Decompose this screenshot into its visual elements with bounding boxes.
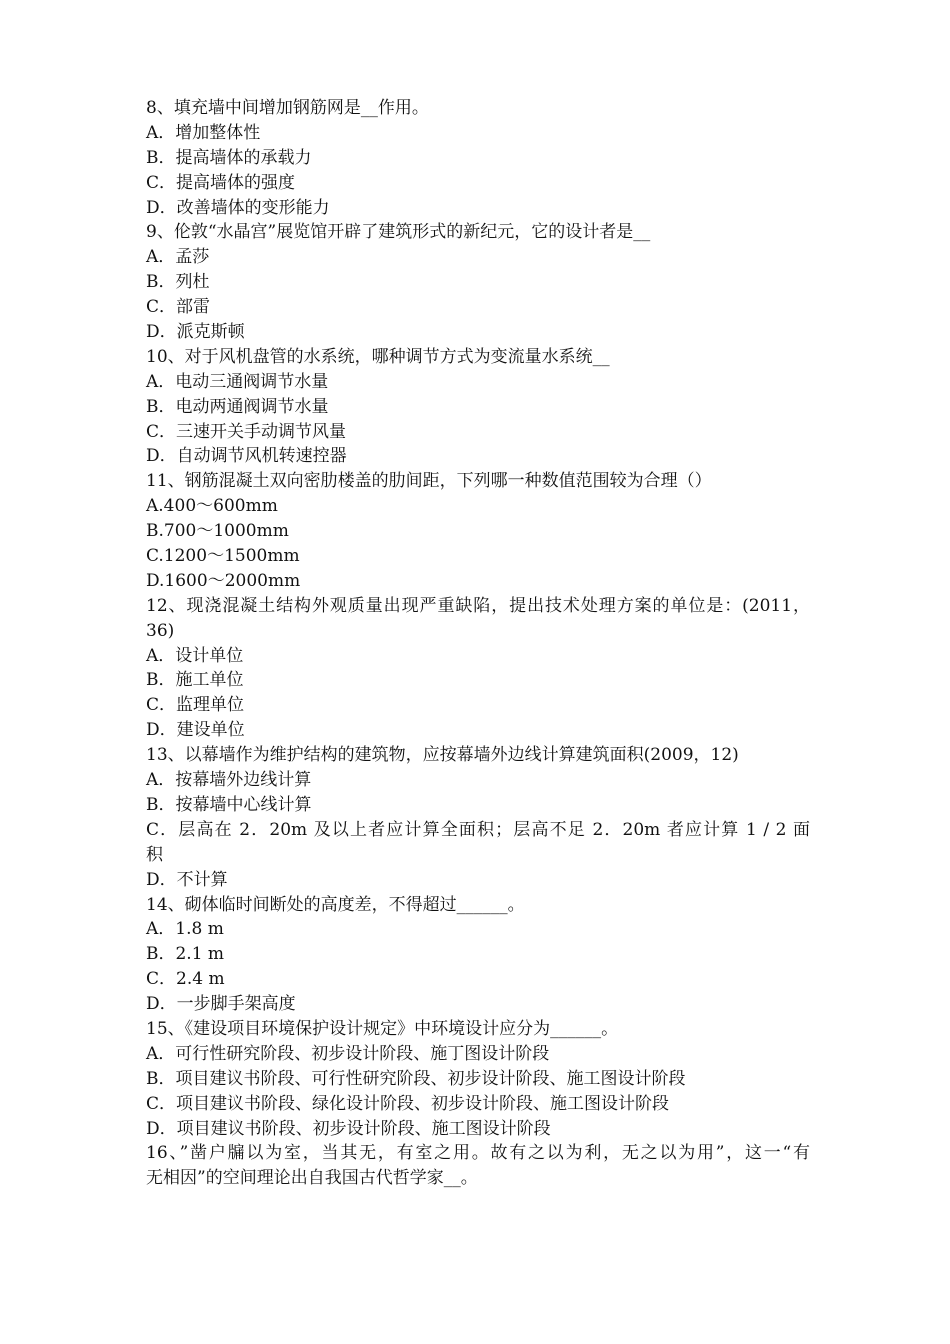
question-line: 11、钢筋混凝土双向密肋楼盖的肋间距，下列哪一种数值范围较为合理（） bbox=[146, 471, 712, 492]
option-line: C.1200～1500mm bbox=[146, 546, 300, 567]
question-line: 16、”凿户牖以为室，当其无，有室之用。故有之以为利，无之以为用”，这一“有 bbox=[146, 1143, 810, 1164]
option-line: C．项目建议书阶段、绿化设计阶段、初步设计阶段、施工图设计阶段 bbox=[146, 1093, 670, 1114]
option-line: B．按幕墙中心线计算 bbox=[146, 794, 312, 815]
option-line: A．孟莎 bbox=[146, 247, 210, 268]
option-line: C．监理单位 bbox=[146, 695, 245, 716]
option-line: B.700～1000mm bbox=[146, 521, 289, 542]
question-line: 15、《建设项目环境保护设计规定》中环境设计应分为______。 bbox=[146, 1018, 619, 1039]
option-line: D.1600～2000mm bbox=[146, 570, 301, 591]
option-line: B．提高墙体的承载力 bbox=[146, 147, 312, 168]
option-line: D．不计算 bbox=[146, 869, 228, 890]
option-line: C．部雷 bbox=[146, 297, 211, 318]
option-line: A．1.8 m bbox=[146, 919, 224, 940]
question-line: 13、以幕墙作为维护结构的建筑物，应按幕墙外边线计算建筑面积(2009，12) bbox=[146, 745, 739, 766]
question-line: 14、砌体临时间断处的高度差，不得超过______。 bbox=[146, 894, 525, 915]
document-page bbox=[146, 96, 810, 1191]
question-line: 无相因”的空间理论出自我国古代哲学家__。 bbox=[146, 1168, 478, 1189]
question-line: 10、对于风机盘管的水系统，哪种调节方式为变流量水系统__ bbox=[146, 346, 610, 367]
option-line: A．可行性研究阶段、初步设计阶段、施丁图设计阶段 bbox=[146, 1043, 550, 1064]
option-line: B．项目建议书阶段、可行性研究阶段、初步设计阶段、施工图设计阶段 bbox=[146, 1068, 686, 1089]
option-line: A．设计单位 bbox=[146, 645, 244, 666]
option-line: B．2.1 m bbox=[146, 944, 225, 965]
option-line: B．列杜 bbox=[146, 272, 210, 293]
question-line: 12、现浇混凝土结构外观质量出现严重缺陷，提出技术处理方案的单位是：(2011， bbox=[146, 595, 810, 616]
option-line: C．层高在 2．20m 及以上者应计算全面积；层高不足 2．20m 者应计算 1 / 2 面 bbox=[146, 819, 810, 840]
option-line: D．建设单位 bbox=[146, 720, 245, 741]
option-line: B．施工单位 bbox=[146, 670, 244, 691]
option-line: C．提高墙体的强度 bbox=[146, 172, 296, 193]
question-line: 9、伦敦“水晶宫”展览馆开辟了建筑形式的新纪元，它的设计者是__ bbox=[146, 222, 651, 243]
option-line: C．2.4 m bbox=[146, 969, 225, 990]
option-line: D．改善墙体的变形能力 bbox=[146, 197, 330, 218]
option-line: D．一步脚手架高度 bbox=[146, 994, 296, 1015]
option-line: C．三速开关手动调节风量 bbox=[146, 421, 347, 442]
option-line: D．自动调节风机转速控器 bbox=[146, 446, 347, 467]
option-line: A.400～600mm bbox=[146, 496, 278, 517]
option-line: B．电动两通阀调节水量 bbox=[146, 396, 329, 417]
option-line: 积 bbox=[146, 844, 163, 865]
question-line: 36) bbox=[146, 620, 175, 641]
option-line: D．项目建议书阶段、初步设计阶段、施工图设计阶段 bbox=[146, 1118, 551, 1139]
question-line: 8、填充墙中间增加钢筋网是__作用。 bbox=[146, 98, 429, 118]
option-line: A．电动三通阀调节水量 bbox=[146, 371, 329, 392]
option-line: A．增加整体性 bbox=[146, 122, 261, 143]
option-line: A．按幕墙外边线计算 bbox=[146, 770, 312, 791]
option-line: D．派克斯顿 bbox=[146, 322, 245, 343]
